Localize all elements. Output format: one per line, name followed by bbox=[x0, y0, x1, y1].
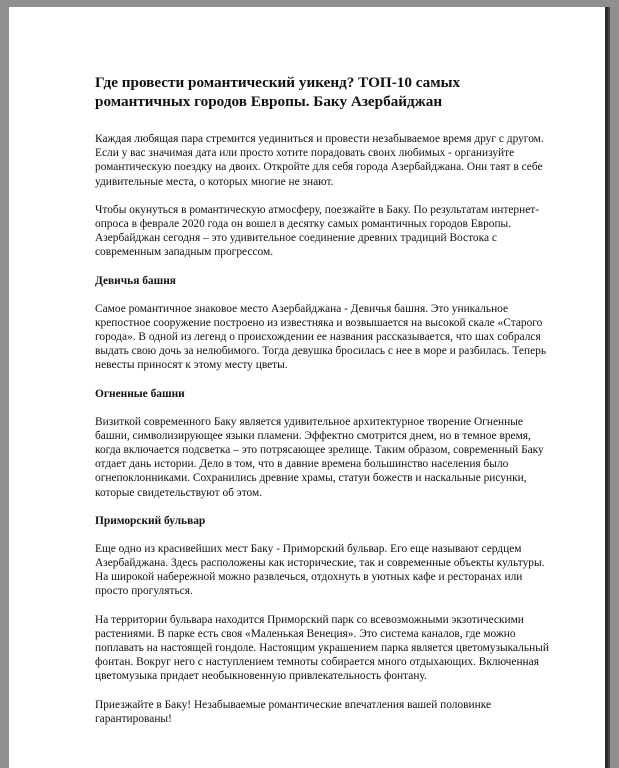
section-paragraph: Самое романтичное знаковое место Азербайджана - Девичья башня. Это уникальное крепостное сооружение построено из известняка и возвышается на высокой скале «Старого города». В одной из легенд о происхождении ее названия рассказывается, что шах собрался выдать свою дочь за нелюбимого. Тогда девушка бросилась с нее в море и разбилась. Теперь невесты приносят к этому месту цветы. bbox=[95, 302, 547, 372]
document-content bbox=[95, 73, 555, 740]
section-paragraph: Еще одно из красивейших мест Баку - Приморский бульвар. Его еще называют сердцем Азербайджана. Здесь расположены как исторические, так и современные объекты культуры. На широкой набережной можно развлечься, отдохнуть в уютных кафе и ресторанах или просто прогуляться. bbox=[95, 542, 545, 598]
intro-paragraph-1: Каждая любящая пара стремится уединиться и провести незабываемое время друг с другом. Если у вас значимая дата или просто хотите порадовать своих любимых - организуйте романтическую поездку на двоих. Откройте для себя города Азербайджана. Они таят в себе удивительные места, о которых многие не знают. bbox=[95, 133, 544, 188]
intro-paragraph-2: Чтобы окунуться в романтическую атмосферу, поезжайте в Баку. По результатам интернет-опроса в феврале 2020 года он вошел в десятку самых романтичных городов Европы. Азербайджан сегодня – это удивительное соединение древних традиций Востока с современным западным прогрессом. bbox=[95, 203, 540, 259]
section-paragraph: Визиткой современного Баку является удивительное архитектурное творение Огненные башни, символизирующее языки пламени. Эффектно смотрится днем, но в темное время, когда включается подсветка – это потрясающее зрелище. Таким образом, современный Баку отдает дань истории. Дело в том, что в давние времена большинство населения было огнепоклонниками. Сохранились древние храмы, статуи божеств и наскальные рисунки, которые свидетельствуют об этом. bbox=[95, 415, 544, 499]
section-heading-seaside-boulevard: Приморский бульвар bbox=[95, 514, 206, 527]
closing-paragraph: Приезжайте в Баку! Незабываемые романтические впечатления вашей половинке гарантированы! bbox=[95, 698, 492, 725]
section-paragraph: На территории бульвара находится Приморский парк со всевозможными экзотическими растениями. В парке есть своя «Маленькая Венеция». Это система каналов, где можно поплавать на настоящей гондоле. Настоящим украшением парка является цветомузыкальный фонтан. Вокруг него с наступлением темноты собирается много отдыхающих. Включенная цветомузыка придает необыкновенную привлекательность фонтану. bbox=[95, 613, 549, 683]
document-page bbox=[9, 7, 608, 768]
section-heading-maiden-tower: Девичья башня bbox=[95, 274, 176, 287]
document-title: Где провести романтический уикенд? ТОП-10 самых романтичных городов Европы. Баку Азербайджан bbox=[95, 74, 461, 110]
section-heading-flame-towers: Огненные башни bbox=[95, 387, 185, 400]
